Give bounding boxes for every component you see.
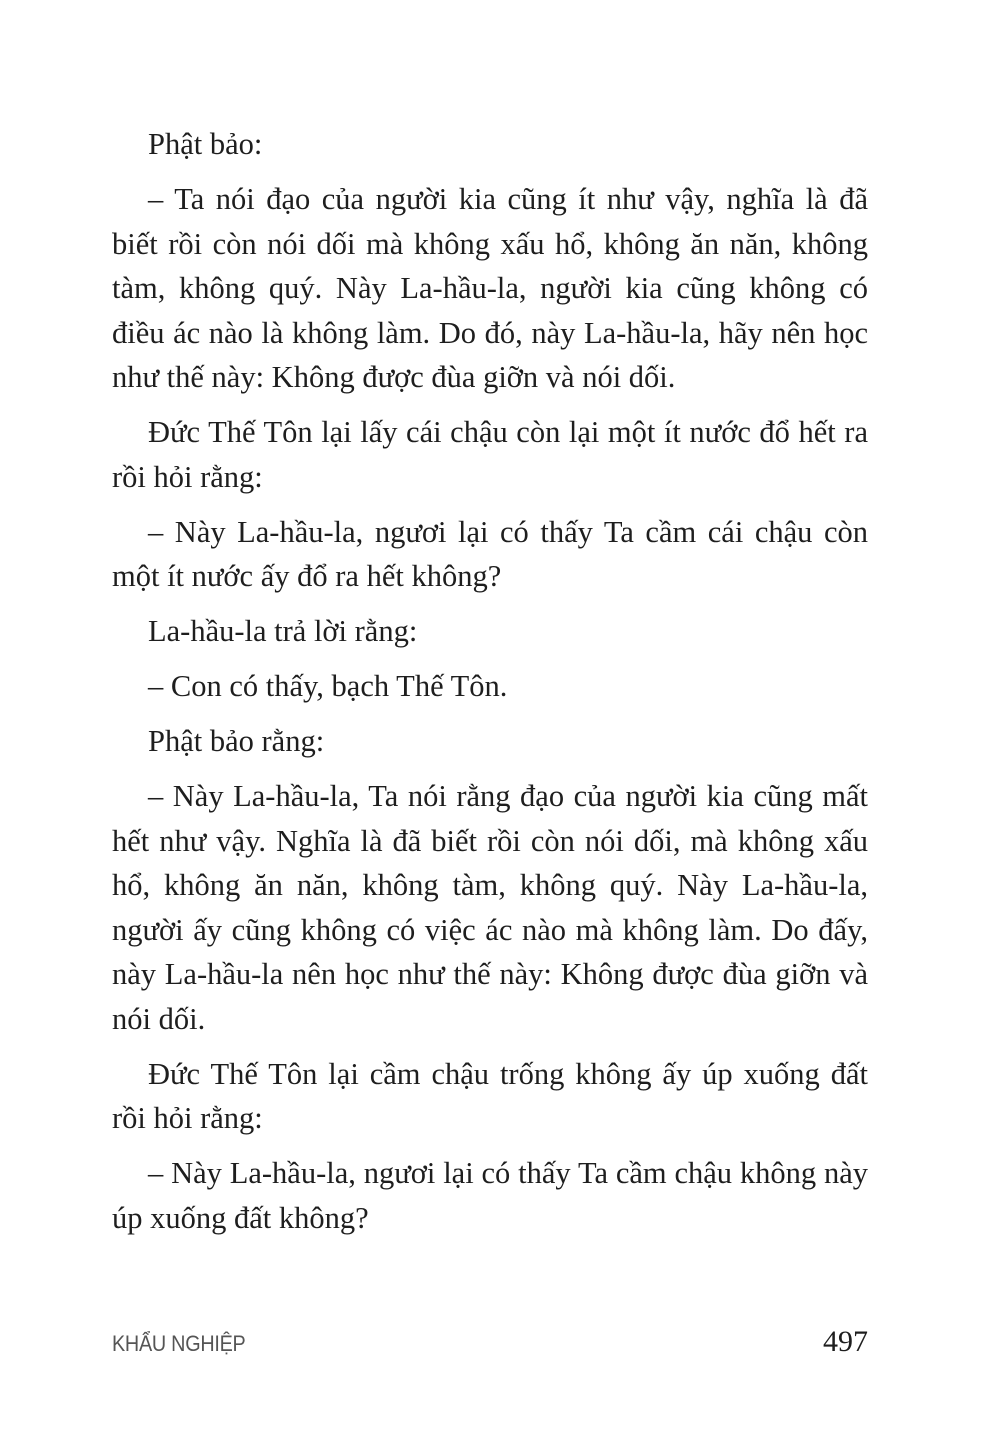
paragraph: – Ta nói đạo của người kia cũng ít như vậy, nghĩa là đã biết rồi còn nói dối mà không xấu hổ, không ăn năn, không tàm, không quý. Này La-hầu-la, người kia cũng không có điều ác nào là không làm. Do đó, này La-hầu-la, hãy nên học như thế này: Không được đùa giỡn và nói dối.: [112, 182, 868, 394]
page-number: 497: [823, 1325, 868, 1358]
paragraph: Phật bảo:: [148, 127, 263, 161]
paragraph: – Này La-hầu-la, Ta nói rằng đạo của người kia cũng mất hết như vậy. Nghĩa là đã biết rồi còn nói dối, mà không xấu hổ, không ăn năn, không tàm, không quý. Này La-hầu-la, người ấy cũng không có việc ác nào mà không làm. Do đấy, này La-hầu-la nên học như thế này: Không được đùa giỡn và nói dối.: [112, 779, 868, 1036]
paragraph: – Này La-hầu-la, ngươi lại có thấy Ta cầm chậu không này úp xuống đất không?: [112, 1156, 868, 1235]
paragraph: Đức Thế Tôn lại lấy cái chậu còn lại một ít nước đổ hết ra rồi hỏi rằng:: [112, 415, 868, 494]
paragraph: La-hầu-la trả lời rằng:: [148, 614, 418, 648]
page-body: [112, 122, 868, 1251]
paragraph: – Này La-hầu-la, ngươi lại có thấy Ta cầm cái chậu còn một ít nước ấy đổ ra hết không?: [112, 514, 868, 593]
paragraph: – Con có thấy, bạch Thế Tôn.: [148, 669, 508, 703]
paragraph: Đức Thế Tôn lại cầm chậu trống không ấy úp xuống đất rồi hỏi rằng:: [112, 1056, 868, 1135]
paragraph: Phật bảo rằng:: [148, 724, 325, 758]
running-head: KHẨU NGHIỆP: [112, 1331, 246, 1356]
page-footer: [112, 1325, 868, 1359]
